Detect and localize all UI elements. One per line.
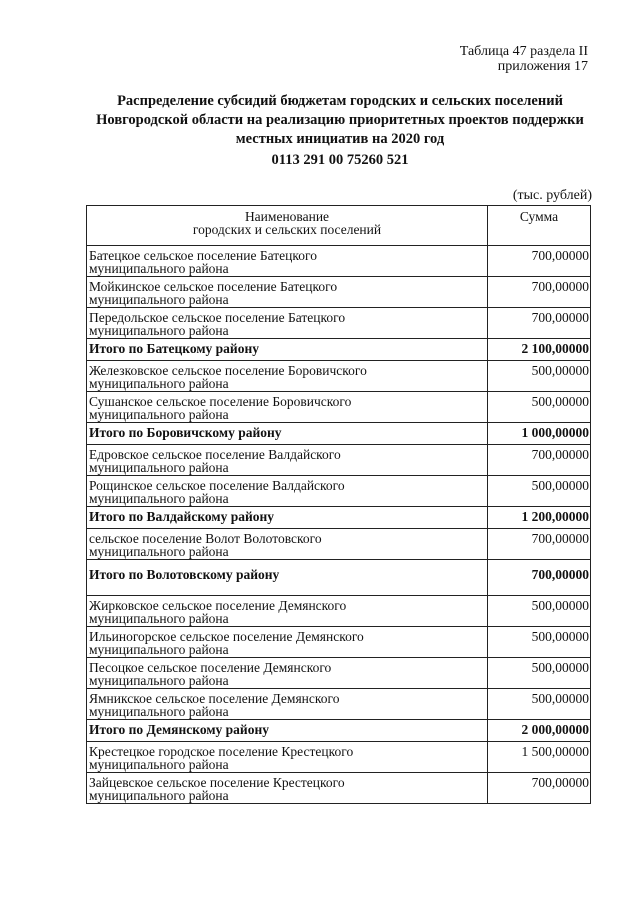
amount-cell: 700,00000 <box>488 277 591 308</box>
title-line-1: Распределение субсидий бюджетам городских и сельских поселений <box>117 93 563 109</box>
settlement-name-line-2: муниципального района <box>89 642 229 657</box>
column-header-name-line-1: Наименование <box>244 209 330 224</box>
amount-cell: 700,00000 <box>488 246 591 277</box>
table-row-total <box>87 507 591 529</box>
settlement-name-cell <box>87 742 488 773</box>
settlement-name-cell <box>87 392 488 423</box>
settlement-name-line-1: Крестецкое городское поселение Крестецкого <box>89 744 354 759</box>
settlement-name-line-2: муниципального района <box>89 491 229 506</box>
column-header-name-line-2: городских и сельских поселений <box>192 222 382 237</box>
settlement-name-cell <box>87 689 488 720</box>
total-amount-cell: 1 000,00000 <box>488 423 591 445</box>
settlement-name-cell <box>87 361 488 392</box>
settlement-name-cell <box>87 277 488 308</box>
appendix-reference: приложения 17 <box>497 59 588 74</box>
settlement-name-cell <box>87 627 488 658</box>
total-amount-cell: 2 100,00000 <box>488 339 591 361</box>
table-row <box>87 392 591 423</box>
table-row-total <box>87 423 591 445</box>
settlement-name-line-2: муниципального района <box>89 611 229 626</box>
table-row <box>87 596 591 627</box>
table-header-row <box>87 206 591 246</box>
settlement-name-cell <box>87 658 488 689</box>
table-row <box>87 361 591 392</box>
title-line-3: местных инициатив на 2020 год <box>235 131 445 147</box>
table-row <box>87 773 591 804</box>
total-label: Итого по Демянскому району <box>89 722 269 737</box>
settlement-name-line-2: муниципального района <box>89 673 229 688</box>
amount-cell: 500,00000 <box>488 392 591 423</box>
total-amount-cell: 700,00000 <box>488 560 591 596</box>
settlement-name-line-1: Ямникское сельское поселение Демянского <box>89 691 340 706</box>
amount-cell: 700,00000 <box>488 308 591 339</box>
amount-cell: 500,00000 <box>488 689 591 720</box>
table-row-total <box>87 339 591 361</box>
total-label: Итого по Боровичскому району <box>89 425 282 440</box>
total-label: Итого по Батецкому району <box>89 341 259 356</box>
settlement-name-line-2: муниципального района <box>89 788 229 803</box>
table-row <box>87 476 591 507</box>
units-note: (тыс. рублей) <box>512 188 592 203</box>
document-reference <box>460 44 588 74</box>
amount-cell: 500,00000 <box>488 361 591 392</box>
settlement-name-cell <box>87 308 488 339</box>
amount-cell: 500,00000 <box>488 658 591 689</box>
settlement-name-line-2: муниципального района <box>89 261 229 276</box>
settlement-name-cell <box>87 529 488 560</box>
settlement-name-line-1: Жирковское сельское поселение Демянского <box>89 598 347 613</box>
table-reference: Таблица 47 раздела II <box>459 44 588 59</box>
table-row <box>87 308 591 339</box>
settlement-name-line-1: Передольское сельское поселение Батецкого <box>89 310 346 325</box>
settlement-name-line-2: муниципального района <box>89 460 229 475</box>
settlement-name-cell <box>87 476 488 507</box>
table-row <box>87 689 591 720</box>
settlement-name-line-1: Ильиногорское сельское поселение Демянского <box>89 629 364 644</box>
amount-cell: 500,00000 <box>488 476 591 507</box>
settlement-name-cell <box>87 339 488 361</box>
total-label: Итого по Валдайскому району <box>89 509 275 524</box>
settlement-name-line-2: муниципального района <box>89 376 229 391</box>
settlement-name-cell <box>87 507 488 529</box>
amount-cell: 1 500,00000 <box>488 742 591 773</box>
settlement-name-line-1: сельское поселение Волот Волотовского <box>89 531 322 546</box>
table-row <box>87 658 591 689</box>
settlement-name-line-1: Сушанское сельское поселение Боровичского <box>89 394 352 409</box>
settlement-name-cell <box>87 423 488 445</box>
column-header-name <box>87 206 488 246</box>
settlement-name-line-2: муниципального района <box>89 757 229 772</box>
settlement-name-line-1: Мойкинское сельское поселение Батецкого <box>89 279 338 294</box>
settlement-name-cell <box>87 445 488 476</box>
settlement-name-cell <box>87 246 488 277</box>
settlement-name-line-1: Рощинское сельское поселение Валдайского <box>89 478 345 493</box>
amount-cell: 700,00000 <box>488 445 591 476</box>
table-row <box>87 529 591 560</box>
budget-code: 0113 291 00 75260 521 <box>271 152 409 168</box>
settlement-name-line-2: муниципального района <box>89 407 229 422</box>
total-amount-cell: 1 200,00000 <box>488 507 591 529</box>
subsidy-table <box>86 205 591 804</box>
amount-cell: 500,00000 <box>488 596 591 627</box>
table-row-total <box>87 720 591 742</box>
table-row-total <box>87 560 591 596</box>
amount-cell: 700,00000 <box>488 773 591 804</box>
table-body <box>87 246 591 804</box>
amount-cell: 700,00000 <box>488 529 591 560</box>
settlement-name-line-2: муниципального района <box>89 323 229 338</box>
settlement-name-line-2: муниципального района <box>89 544 229 559</box>
total-label: Итого по Волотовскому району <box>89 567 280 582</box>
table-row <box>87 246 591 277</box>
document-title <box>70 92 610 149</box>
total-amount-cell: 2 000,00000 <box>488 720 591 742</box>
settlement-name-line-1: Зайцевское сельское поселение Крестецкого <box>89 775 345 790</box>
table-row <box>87 445 591 476</box>
settlement-name-line-1: Едровское сельское поселение Валдайского <box>89 447 341 462</box>
table-row <box>87 627 591 658</box>
settlement-name-cell <box>87 773 488 804</box>
title-line-2: Новгородской области на реализацию приоритетных проектов поддержки <box>96 112 584 128</box>
settlement-name-cell <box>87 720 488 742</box>
settlement-name-line-1: Железковское сельское поселение Боровичского <box>89 363 367 378</box>
settlement-name-cell <box>87 560 488 596</box>
table-row <box>87 742 591 773</box>
settlement-name-line-1: Песоцкое сельское поселение Демянского <box>89 660 332 675</box>
settlement-name-line-1: Батецкое сельское поселение Батецкого <box>89 248 317 263</box>
amount-cell: 500,00000 <box>488 627 591 658</box>
table-row <box>87 277 591 308</box>
column-header-sum: Сумма <box>488 206 591 246</box>
settlement-name-cell <box>87 596 488 627</box>
settlement-name-line-2: муниципального района <box>89 704 229 719</box>
settlement-name-line-2: муниципального района <box>89 292 229 307</box>
